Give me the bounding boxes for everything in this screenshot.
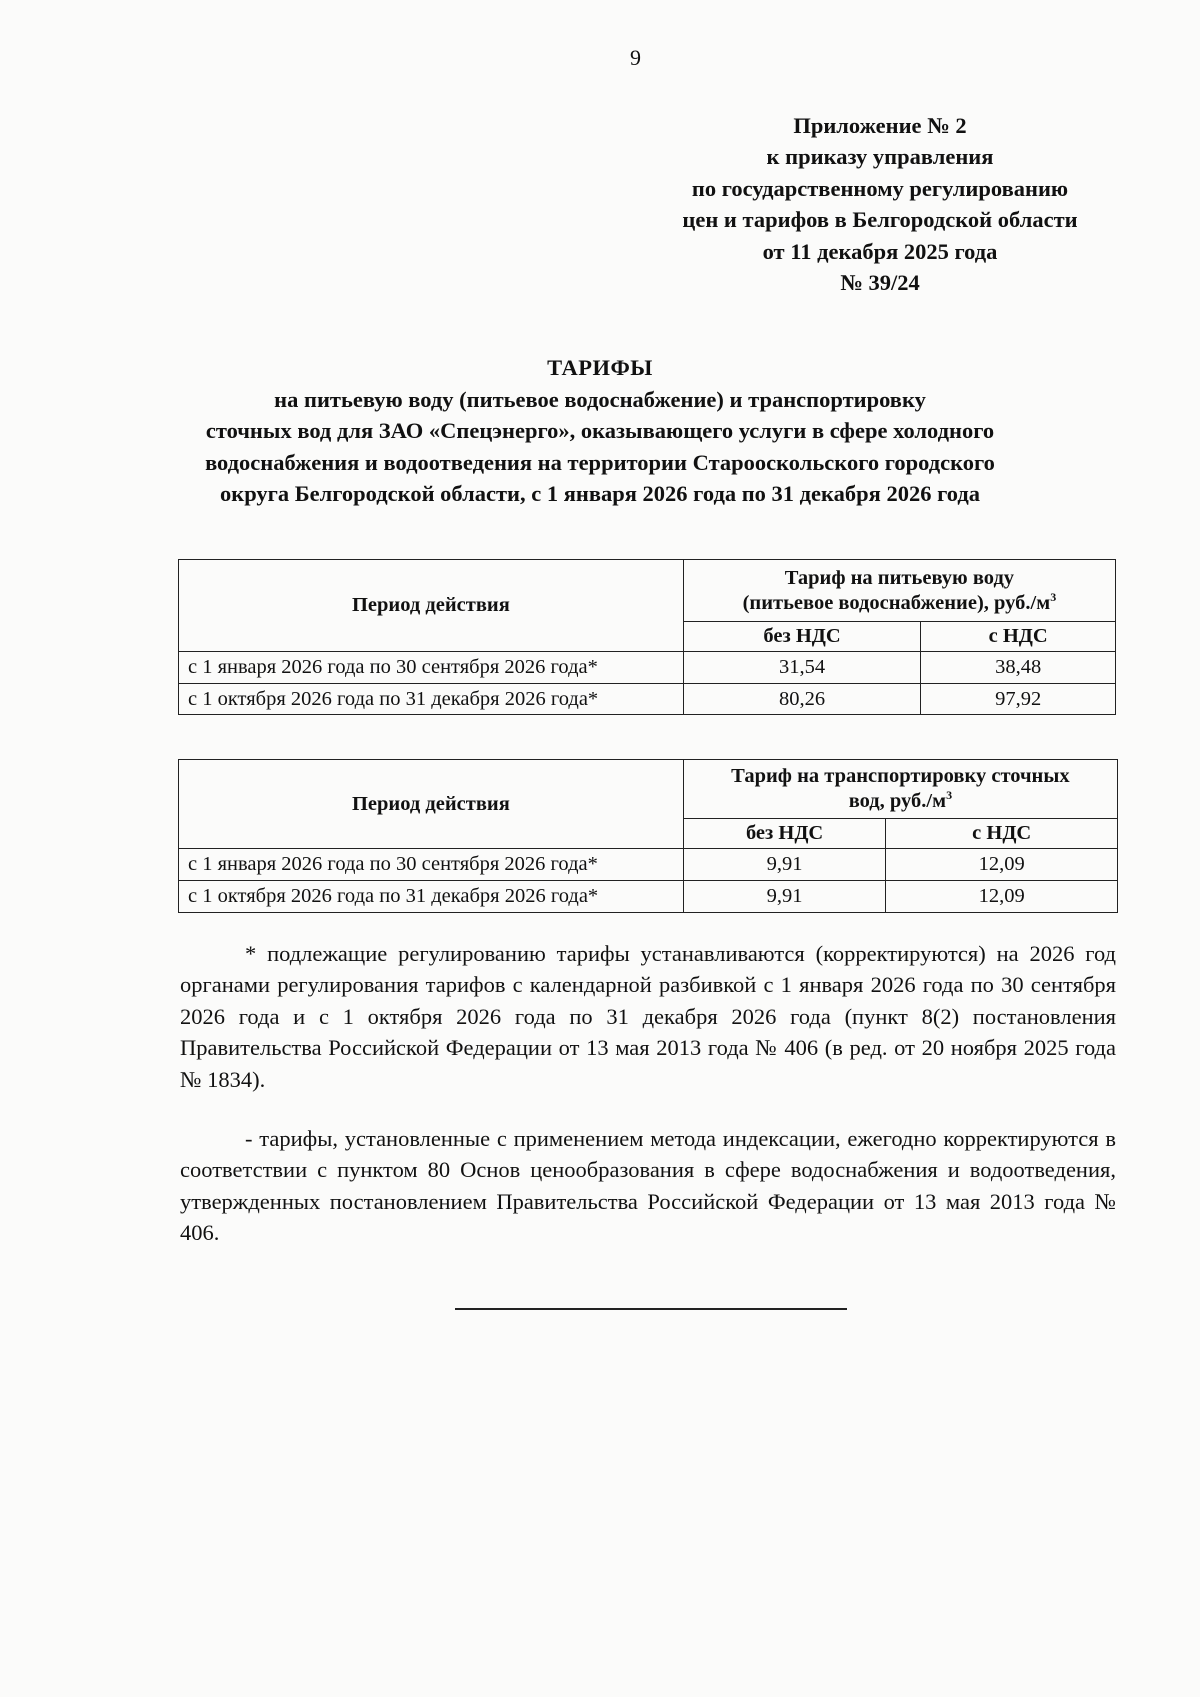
wastewater-tariff-table <box>178 759 1118 913</box>
table-header-row <box>179 560 1116 622</box>
title-line: округа Белгородской области, с 1 января 2026 года по 31 декабря 2026 года <box>220 481 980 507</box>
appendix-reference <box>600 110 1160 298</box>
footnote-paragraph: * подлежащие регулированию тарифы устанавливаются (корректируются) на 2026 год органами регулирования тарифов с календарной разбивкой с 1 января 2026 года по 30 сентября 2026 года и с 1 октября 2026 года по 31 декабря 2026 года (пункт 8(2) постановления Правительства Российской Федерации от 13 мая 2013 года № 406 (в ред. от 20 ноября 2025 года № 1834). <box>180 941 1116 1092</box>
tariff-header <box>683 560 1115 622</box>
period-header: Период действия <box>179 760 684 849</box>
without-vat-cell: 9,91 <box>683 881 886 913</box>
without-vat-cell: 9,91 <box>683 849 886 881</box>
unit-exponent: 3 <box>1050 589 1057 604</box>
without-vat-cell: 31,54 <box>683 652 921 684</box>
with-vat-cell: 38,48 <box>921 652 1116 684</box>
table-row <box>179 849 1118 881</box>
title-line: на питьевую воду (питьевое водоснабжение) и транспортировку <box>274 386 926 412</box>
tariff-header-line2: (питьевое водоснабжение), руб./м <box>742 591 1051 614</box>
period-cell: с 1 октября 2026 года по 31 декабря 2026 года* <box>179 684 684 715</box>
document-title <box>150 352 1050 510</box>
appendix-line: от 11 декабря 2025 года <box>762 238 998 264</box>
title-heading: ТАРИФЫ <box>547 355 653 380</box>
title-line: сточных вод для ЗАО «Спецэнерго», оказывающего услуги в сфере холодного <box>205 418 995 444</box>
period-cell: с 1 января 2026 года по 30 сентября 2026 года* <box>179 652 684 684</box>
period-header: Период действия <box>179 560 684 652</box>
tariff-header-line1: Тариф на питьевую воду <box>784 566 1015 589</box>
table-row <box>179 881 1118 913</box>
with-vat-cell: 12,09 <box>886 849 1118 881</box>
with-vat-header: с НДС <box>886 819 1118 849</box>
end-divider <box>455 1308 847 1310</box>
without-vat-header: без НДС <box>683 622 921 652</box>
period-cell: с 1 января 2026 года по 30 сентября 2026 года* <box>179 849 684 881</box>
appendix-line: к приказу управления <box>766 144 994 170</box>
tariff-header-line2: вод, руб./м <box>848 790 947 812</box>
drinking-water-tariff-table <box>178 559 1116 715</box>
tariff-header-line1: Тариф на транспортировку сточных <box>731 765 1070 787</box>
appendix-line: по государственному регулированию <box>691 175 1069 201</box>
with-vat-header: с НДС <box>921 622 1116 652</box>
table-header-row <box>179 760 1118 819</box>
without-vat-cell: 80,26 <box>683 684 921 715</box>
table-row <box>179 684 1116 715</box>
unit-exponent: 3 <box>946 788 953 803</box>
table-row <box>179 652 1116 684</box>
period-cell: с 1 октября 2026 года по 31 декабря 2026 года* <box>179 881 684 913</box>
appendix-line: цен и тарифов в Белгородской области <box>682 207 1078 233</box>
appendix-line: Приложение № 2 <box>793 113 967 138</box>
title-line: водоснабжения и водоотведения на территории Старооскольского городского <box>205 449 995 475</box>
indexation-paragraph: - тарифы, установленные с применением метода индексации, ежегодно корректируются в соответствии с пунктом 80 Основ ценообразования в сфере водоснабжения и водоотведения, утвержденных постановлением Правительства Российской Федерации от 13 мая 2013 года № 406. <box>180 1126 1116 1246</box>
with-vat-cell: 97,92 <box>921 684 1116 715</box>
notes-section <box>180 938 1116 1249</box>
tariff-header <box>683 760 1117 819</box>
appendix-line: № 39/24 <box>840 270 920 296</box>
page-number: 9 <box>630 45 641 70</box>
with-vat-cell: 12,09 <box>886 881 1118 913</box>
without-vat-header: без НДС <box>683 819 886 849</box>
